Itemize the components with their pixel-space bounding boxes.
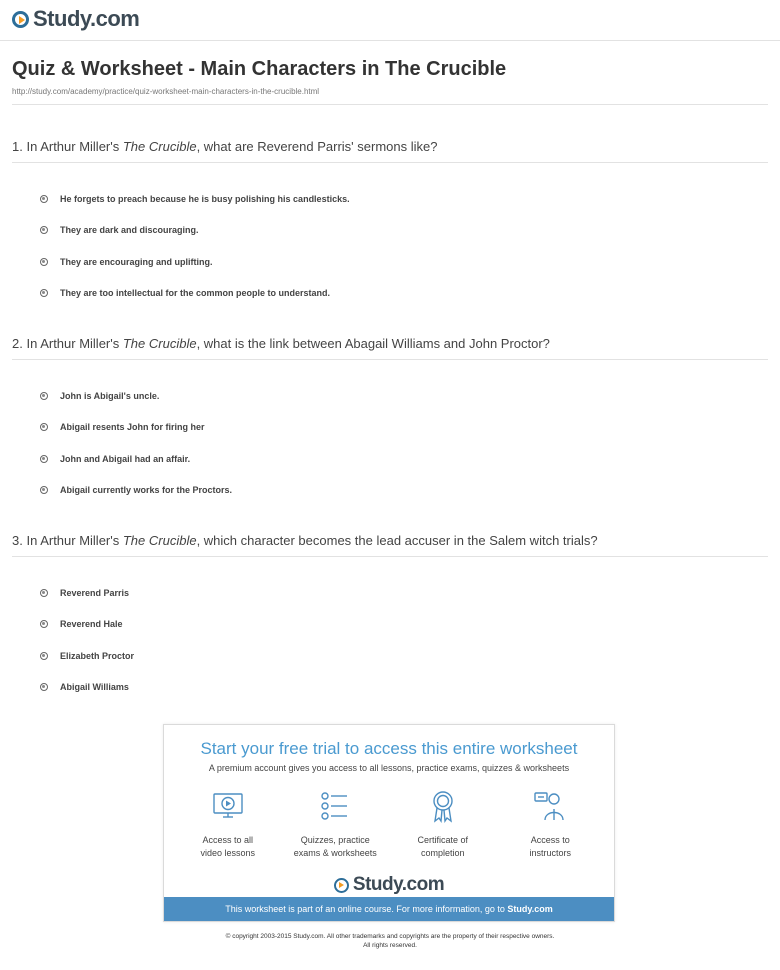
radio-button-icon[interactable] — [40, 589, 48, 597]
question-1 — [12, 139, 768, 309]
play-logo-icon — [12, 11, 29, 28]
radio-button-icon[interactable] — [40, 226, 48, 234]
answer-list — [12, 577, 768, 703]
question-2 — [12, 336, 768, 506]
copyright-footer: © copyright 2003-2015 Study.com. All other trademarks and copyrights are the property of their respective owners. All rights reserved. — [225, 933, 555, 949]
answer-option[interactable]: Abigail resents John for firing her — [40, 412, 768, 444]
work-title: The Crucible — [122, 139, 197, 154]
play-logo-icon — [334, 878, 349, 893]
quiz-list-icon — [318, 789, 352, 823]
answer-option[interactable]: They are too intellectual for the common people to understand. — [40, 278, 768, 310]
title-divider — [12, 104, 768, 105]
radio-button-icon[interactable] — [40, 423, 48, 431]
feature-video-lessons: Access to all video lessons — [178, 789, 278, 860]
feature-list — [164, 789, 614, 860]
feature-instructors: Access to instructors — [500, 789, 600, 860]
work-title: The Crucible — [122, 336, 197, 351]
answer-option[interactable]: Reverend Hale — [40, 609, 768, 641]
logo-text: Study.com — [33, 6, 140, 31]
study-link[interactable]: Study.com — [507, 904, 553, 914]
answer-list — [12, 380, 768, 506]
answer-option[interactable]: Elizabeth Proctor — [40, 640, 768, 672]
answer-option[interactable]: John and Abigail had an affair. — [40, 443, 768, 475]
answer-option[interactable]: John is Abigail's uncle. — [40, 380, 768, 412]
study-logo[interactable] — [12, 6, 139, 32]
work-title: The Crucible — [122, 533, 197, 548]
question-text: 1. In Arthur Miller's The Crucible, what are Reverend Parris' sermons like? — [12, 139, 768, 163]
radio-button-icon[interactable] — [40, 392, 48, 400]
radio-button-icon[interactable] — [40, 652, 48, 660]
answer-option[interactable]: They are dark and discouraging. — [40, 215, 768, 247]
page-title: Quiz & Worksheet - Main Characters in The Crucible — [12, 58, 507, 80]
question-text: 2. In Arthur Miller's The Crucible, what is the link between Abagail Williams and John Proctor? — [12, 336, 768, 360]
radio-button-icon[interactable] — [40, 683, 48, 691]
radio-button-icon[interactable] — [40, 195, 48, 203]
feature-certificate: Certificate of completion — [393, 789, 493, 860]
answer-option[interactable]: They are encouraging and uplifting. — [40, 246, 768, 278]
promo-title[interactable]: Start your free trial to access this entire worksheet — [200, 739, 578, 758]
feature-quizzes: Quizzes, practice exams & worksheets — [285, 789, 385, 860]
header-divider — [0, 40, 780, 41]
answer-option[interactable]: Abigail currently works for the Proctors. — [40, 475, 768, 507]
answer-option[interactable]: Abigail Williams — [40, 672, 768, 704]
free-trial-promo — [163, 724, 615, 922]
radio-button-icon[interactable] — [40, 258, 48, 266]
answer-list — [12, 183, 768, 309]
video-lesson-icon — [211, 789, 245, 823]
page-url[interactable]: http://study.com/academy/practice/quiz-worksheet-main-characters-in-the-crucible.html — [12, 87, 320, 96]
promo-info-bar: This worksheet is part of an online course. For more information, go to Study.com — [164, 897, 614, 921]
question-text: 3. In Arthur Miller's The Crucible, which character becomes the lead accuser in the Salem witch trials? — [12, 533, 768, 557]
promo-study-logo[interactable]: Study.com — [164, 874, 614, 896]
answer-option[interactable]: Reverend Parris — [40, 577, 768, 609]
promo-subtitle: A premium account gives you access to all lessons, practice exams, quizzes & worksheets — [208, 763, 570, 773]
question-3 — [12, 533, 768, 703]
certificate-icon — [426, 789, 460, 823]
radio-button-icon[interactable] — [40, 455, 48, 463]
radio-button-icon[interactable] — [40, 486, 48, 494]
instructor-icon — [533, 789, 567, 823]
radio-button-icon[interactable] — [40, 289, 48, 297]
answer-option[interactable]: He forgets to preach because he is busy polishing his candlesticks. — [40, 183, 768, 215]
radio-button-icon[interactable] — [40, 620, 48, 628]
